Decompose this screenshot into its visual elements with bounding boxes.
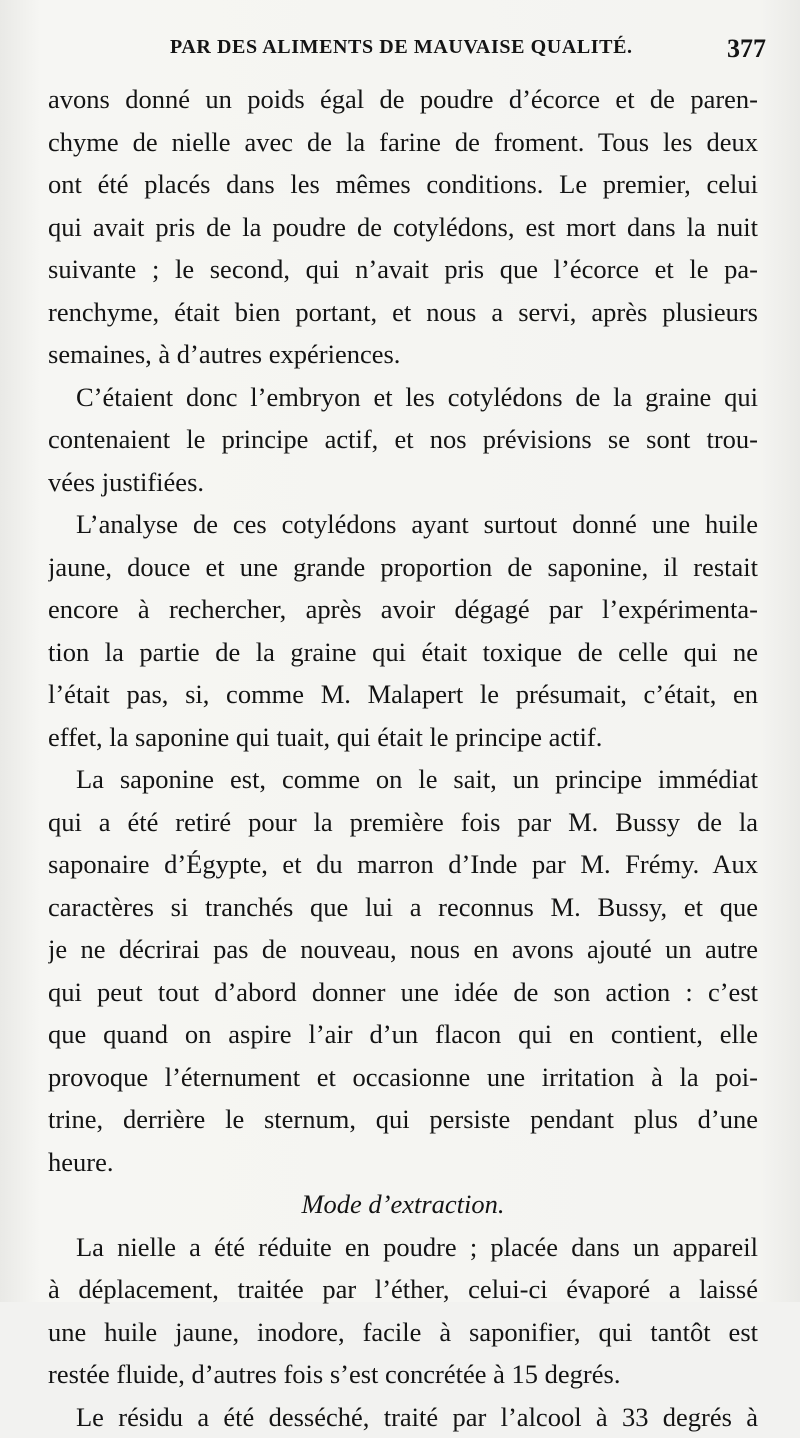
text-line: heure. [48,1141,758,1184]
text-line: C’étaient donc l’embryon et les cotylédons de la graine qui [48,376,758,419]
text-line: trine, derrière le sternum, qui persiste pendant plus d’une [48,1098,758,1141]
text-line: qui a été retiré pour la première fois par M. Bussy de la [48,801,758,844]
text-line: Le résidu a été desséché, traité par l’alcool à 33 degrés à [48,1396,758,1438]
text-line: je ne décrirai pas de nouveau, nous en avons ajouté un autre [48,928,758,971]
text-line: que quand on aspire l’air d’un flacon qui en contient, elle [48,1013,758,1056]
text-line: chyme de nielle avec de la farine de froment. Tous les deux [48,121,758,164]
text-line: ont été placés dans les mêmes conditions. Le premier, celui [48,163,758,206]
text-line: qui peut tout d’abord donner une idée de son action : c’est [48,971,758,1014]
text-line: vées justifiées. [48,461,758,504]
page-number: 377 [727,34,766,64]
text-line: semaines, à d’autres expériences. [48,333,758,376]
body-text [48,78,758,1438]
text-line: L’analyse de ces cotylédons ayant surtout donné une huile [48,503,758,546]
text-line: La saponine est, comme on le sait, un principe immédiat [48,758,758,801]
running-head: PAR DES ALIMENTS DE MAUVAISE QUALITÉ. [170,36,633,59]
section-heading: Mode d’extraction. [48,1183,758,1226]
text-line: saponaire d’Égypte, et du marron d’Inde par M. Frémy. Aux [48,843,758,886]
text-line: qui avait pris de la poudre de cotylédons, est mort dans la nuit [48,206,758,249]
text-line: avons donné un poids égal de poudre d’écorce et de paren- [48,78,758,121]
page-header [48,36,766,76]
text-line: caractères si tranchés que lui a reconnus M. Bussy, et que [48,886,758,929]
text-line: à déplacement, traitée par l’éther, celui-ci évaporé a laissé [48,1268,758,1311]
text-line: contenaient le principe actif, et nos prévisions se sont trou- [48,418,758,461]
text-line: restée fluide, d’autres fois s’est concrétée à 15 degrés. [48,1353,758,1396]
text-line: La nielle a été réduite en poudre ; placée dans un appareil [48,1226,758,1269]
text-line: jaune, douce et une grande proportion de saponine, il restait [48,546,758,589]
text-line: suivante ; le second, qui n’avait pris que l’écorce et le pa- [48,248,758,291]
text-line: une huile jaune, inodore, facile à saponifier, qui tantôt est [48,1311,758,1354]
text-line: renchyme, était bien portant, et nous a servi, après plusieurs [48,291,758,334]
text-line: encore à rechercher, après avoir dégagé par l’expérimenta- [48,588,758,631]
text-line: l’était pas, si, comme M. Malapert le présumait, c’était, en [48,673,758,716]
text-line: provoque l’éternument et occasionne une irritation à la poi- [48,1056,758,1099]
text-line: tion la partie de la graine qui était toxique de celle qui ne [48,631,758,674]
text-line: effet, la saponine qui tuait, qui était le principe actif. [48,716,758,759]
